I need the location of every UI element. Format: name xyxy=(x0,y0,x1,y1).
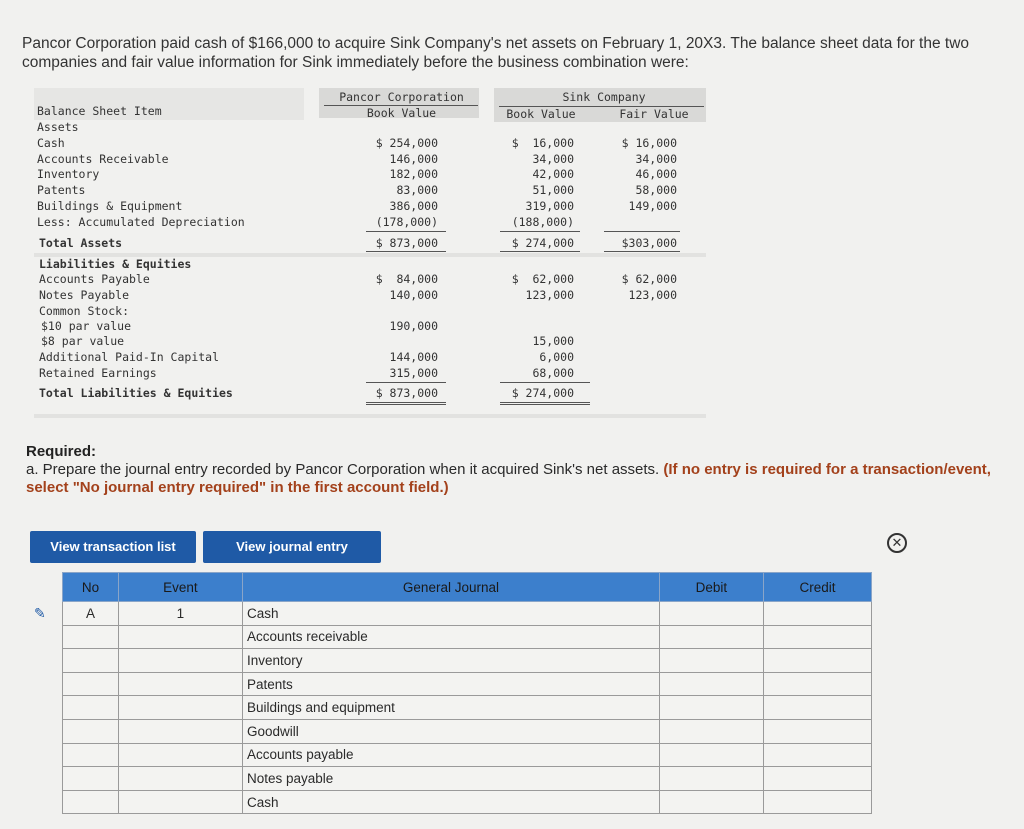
pancor-book-value-header: Book Value xyxy=(366,106,437,120)
debit-field[interactable] xyxy=(659,767,763,791)
event-number: 1 xyxy=(118,602,242,626)
pancor-value: 140,000 xyxy=(389,288,438,302)
row-label: Total Liabilities & Equities xyxy=(39,386,233,400)
sink-book-value: 34,000 xyxy=(532,152,574,166)
credit-field[interactable] xyxy=(763,790,871,814)
pancor-value: 146,000 xyxy=(389,152,438,166)
credit-field[interactable] xyxy=(763,625,871,649)
credit-field[interactable] xyxy=(763,696,871,720)
pancor-value: 83,000 xyxy=(396,183,438,197)
row-label: Cash xyxy=(37,136,65,150)
edit-cell xyxy=(30,696,63,720)
section-separator xyxy=(34,253,706,257)
sink-fair-value: 58,000 xyxy=(635,183,677,197)
entry-no xyxy=(63,790,119,814)
sink-fair-value: 46,000 xyxy=(635,167,677,181)
event-number xyxy=(118,790,242,814)
journal-row xyxy=(30,672,872,696)
row-label: Retained Earnings xyxy=(39,366,157,380)
sink-fair-value: 34,000 xyxy=(635,152,677,166)
row-label: Patents xyxy=(37,183,86,197)
pancor-value: 190,000 xyxy=(389,319,438,333)
debit-field[interactable] xyxy=(659,625,763,649)
credit-field[interactable] xyxy=(763,602,871,626)
debit-field[interactable] xyxy=(659,649,763,673)
event-number xyxy=(118,719,242,743)
pancor-title: Pancor Corporation xyxy=(339,90,464,104)
pancor-total-rule xyxy=(366,402,446,405)
edit-cell xyxy=(30,743,63,767)
pancor-value: 144,000 xyxy=(389,350,438,364)
problem-intro: Pancor Corporation paid cash of $166,000 to acquire Sink Company's net assets on February 1, 20X3. The balance sheet data for the two companies and fair value information for Sink immediately before the business combination were: xyxy=(22,35,970,71)
row-label: Total Assets xyxy=(39,236,123,250)
debit-field[interactable] xyxy=(659,696,763,720)
debit-field[interactable] xyxy=(659,602,763,626)
credit-field[interactable] xyxy=(763,719,871,743)
debit-column-header: Debit xyxy=(659,573,763,602)
debit-field[interactable] xyxy=(659,743,763,767)
entry-no: A xyxy=(63,602,119,626)
row-label: Less: Accumulated Depreciation xyxy=(37,215,245,229)
pancor-value: 315,000 xyxy=(389,366,438,380)
journal-header-spacer xyxy=(30,573,63,602)
credit-column-header: Credit xyxy=(763,573,871,602)
journal-row xyxy=(30,625,872,649)
debit-field[interactable] xyxy=(659,790,763,814)
event-column-header: Event xyxy=(118,573,242,602)
sink-title: Sink Company xyxy=(562,90,646,104)
edit-cell xyxy=(30,625,63,649)
sink-total-rule xyxy=(500,402,590,405)
pancor-subtotal-rule xyxy=(366,382,446,383)
pancor-value: 386,000 xyxy=(389,199,438,213)
entry-no xyxy=(63,696,119,720)
row-label: Assets xyxy=(37,120,79,134)
sink-subtotal-rule xyxy=(500,382,590,383)
row-label: Buildings & Equipment xyxy=(37,199,183,213)
debit-field[interactable] xyxy=(659,719,763,743)
account-field[interactable]: Cash xyxy=(242,602,659,626)
event-number xyxy=(118,743,242,767)
account-field[interactable]: Cash xyxy=(242,790,659,814)
account-field[interactable]: Buildings and equipment xyxy=(242,696,659,720)
row-label: $8 par value xyxy=(41,334,125,348)
entry-no xyxy=(63,743,119,767)
entry-no xyxy=(63,672,119,696)
journal-row xyxy=(30,696,872,720)
required-instructions xyxy=(26,461,1006,497)
edit-cell xyxy=(30,719,63,743)
edit-cell xyxy=(30,649,63,673)
sink-book-value: $ 62,000 xyxy=(511,272,574,286)
pancor-subtotal-rule xyxy=(366,231,446,232)
row-label: Additional Paid-In Capital xyxy=(39,350,220,364)
required-section xyxy=(26,443,1006,497)
entry-no xyxy=(63,719,119,743)
debit-field[interactable] xyxy=(659,672,763,696)
no-column-header: No xyxy=(63,573,119,602)
row-label: Common Stock: xyxy=(39,304,130,318)
sink-fair-value-header: Fair Value xyxy=(619,107,689,121)
entry-no xyxy=(63,649,119,673)
row-label: Liabilities & Equities xyxy=(39,257,192,271)
balance-sheet-table xyxy=(34,88,706,418)
row-label: Notes Payable xyxy=(39,288,130,302)
sink-fair-value: $ 16,000 xyxy=(621,136,677,150)
edit-cell[interactable] xyxy=(30,602,63,626)
sink-book-value: 123,000 xyxy=(525,288,574,302)
section-separator xyxy=(34,414,706,418)
event-number xyxy=(118,696,242,720)
edit-cell xyxy=(30,790,63,814)
account-field[interactable]: Accounts payable xyxy=(242,743,659,767)
view-journal-entry-worksheet-button[interactable]: View journal entry xyxy=(203,531,381,563)
sink-fair-value: $ 62,000 xyxy=(621,272,677,286)
sink-book-value: $ 274,000 xyxy=(511,386,574,400)
account-field[interactable]: Goodwill xyxy=(242,719,659,743)
sink-book-value: 319,000 xyxy=(525,199,574,213)
edit-cell xyxy=(30,672,63,696)
sink-fair-value: 149,000 xyxy=(628,199,677,213)
pancor-value: $ 873,000 xyxy=(375,236,438,250)
sink-fair-value: $303,000 xyxy=(621,236,677,250)
journal-row xyxy=(30,767,872,791)
edit-cell xyxy=(30,767,63,791)
sink-book-value: (188,000) xyxy=(511,215,574,229)
journal-row xyxy=(30,743,872,767)
account-field[interactable]: Notes payable xyxy=(242,767,659,791)
credit-field[interactable] xyxy=(763,672,871,696)
pancor-value: $ 873,000 xyxy=(375,386,438,400)
event-number xyxy=(118,767,242,791)
row-label: $10 par value xyxy=(41,319,132,333)
sink-book-value: $ 274,000 xyxy=(511,236,574,250)
balance-sheet-item-header: Balance Sheet Item xyxy=(37,104,162,118)
sink-book-value: 68,000 xyxy=(532,366,574,380)
credit-field[interactable] xyxy=(763,743,871,767)
pancor-value: 182,000 xyxy=(389,167,438,181)
sink-book-value: 42,000 xyxy=(532,167,574,181)
credit-field[interactable] xyxy=(763,649,871,673)
journal-entry-table xyxy=(30,572,872,814)
sink-fv-subtotal-rule xyxy=(604,231,680,232)
event-number xyxy=(118,649,242,673)
required-note: (If no entry is required for a transaction/event, select "No journal entry required" in the first account field.) xyxy=(26,461,991,496)
sink-book-value: 15,000 xyxy=(532,334,574,348)
journal-row xyxy=(30,790,872,814)
account-field[interactable]: Inventory xyxy=(242,649,659,673)
event-number xyxy=(118,672,242,696)
journal-row xyxy=(30,602,872,626)
required-heading: Required: xyxy=(26,443,97,460)
credit-field[interactable] xyxy=(763,767,871,791)
row-label: Inventory xyxy=(37,167,100,181)
sink-book-value: 51,000 xyxy=(532,183,574,197)
close-circle-icon[interactable]: ✕ xyxy=(887,533,907,553)
sink-book-value: $ 16,000 xyxy=(511,136,574,150)
account-field[interactable]: Accounts receivable xyxy=(242,625,659,649)
journal-row xyxy=(30,649,872,673)
pencil-icon[interactable]: ✎ xyxy=(34,604,46,621)
sink-subtotal-rule xyxy=(500,231,580,232)
account-field[interactable]: Patents xyxy=(242,672,659,696)
entry-no xyxy=(63,625,119,649)
pancor-value: $ 84,000 xyxy=(375,272,438,286)
row-label: Accounts Receivable xyxy=(37,152,169,166)
required-text: a. Prepare the journal entry recorded by Pancor Corporation when it acquired Sink's net assets. xyxy=(26,461,660,478)
entry-no xyxy=(63,767,119,791)
row-label: Accounts Payable xyxy=(39,272,150,286)
general-journal-column-header: General Journal xyxy=(242,573,659,602)
view-transaction-list-button[interactable]: View transaction list xyxy=(30,531,196,563)
event-number xyxy=(118,625,242,649)
pancor-value: (178,000) xyxy=(375,215,438,229)
sink-book-value-header: Book Value xyxy=(506,107,576,121)
sink-book-value: 6,000 xyxy=(539,350,574,364)
sink-fair-value: 123,000 xyxy=(628,288,677,302)
pancor-value: $ 254,000 xyxy=(375,136,438,150)
journal-row xyxy=(30,719,872,743)
